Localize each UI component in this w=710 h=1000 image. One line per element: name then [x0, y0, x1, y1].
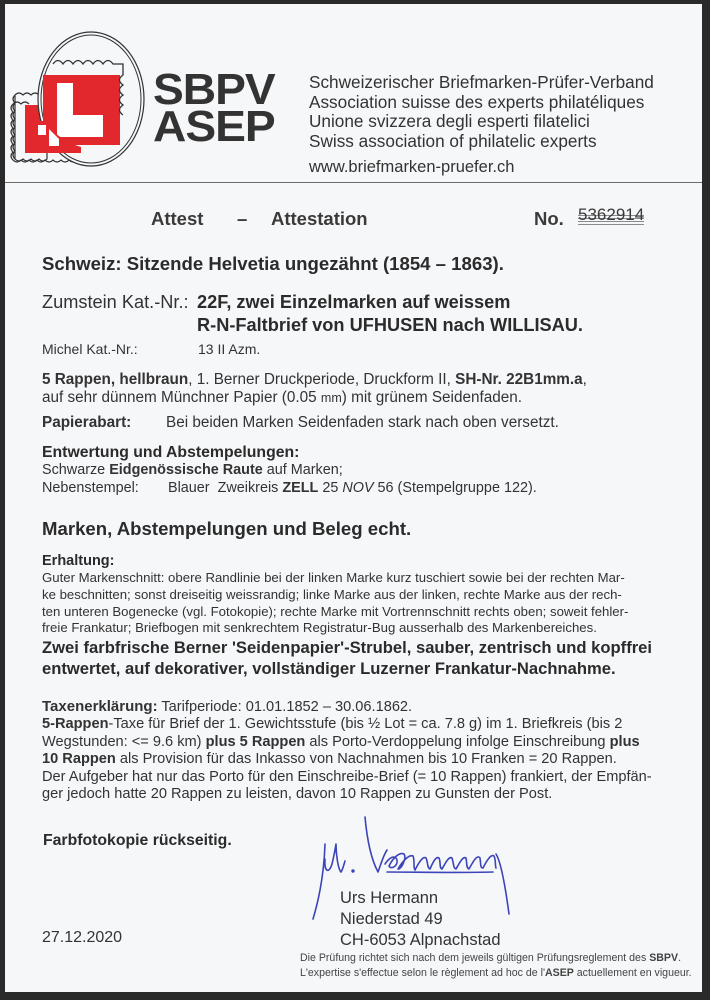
- description-line1: [42, 370, 587, 389]
- title-separator: –: [237, 208, 248, 229]
- summary-line1: Zwei farbfrische Berner 'Seidenpapier'-Strubel, sauber, zentrisch und kopffrei: [42, 638, 653, 657]
- cancel-type: Eidgenössische Raute: [109, 462, 263, 478]
- zumstein-label: Zumstein Kat.-Nr.:: [42, 292, 189, 312]
- footer-fr: [300, 966, 692, 981]
- papierabart-label-text: Papierabart:: [42, 414, 132, 431]
- summary: [42, 638, 652, 679]
- taxe-heading: Taxenerklärung:: [42, 698, 158, 715]
- nebenstempel-type: Blauer Zweikreis: [168, 480, 283, 496]
- expert-name: Urs Hermann: [340, 889, 439, 907]
- footer-fr-text: L'expertise s'effectue selon le règlement ad hoc de l': [300, 967, 545, 979]
- footer-de-end: .: [678, 952, 682, 964]
- certificate-page: [5, 4, 702, 992]
- description-text2: ,: [582, 371, 587, 388]
- nebenstempel-day: 25: [318, 480, 343, 496]
- org-name-en: Swiss association of philatelic experts: [309, 130, 597, 151]
- expert-city: CH-6053 Alpnachstad: [340, 931, 501, 949]
- summary-line2: entwertet, auf dekorativer, vollständiger Luzerner Frankatur-Nachnahme.: [42, 658, 616, 678]
- footer-note: [300, 951, 692, 981]
- expert-street: Niederstad 49: [340, 910, 443, 928]
- sh-number: SH-Nr. 22B1mm.a: [455, 371, 583, 388]
- description-paper: auf sehr dünnem Münchner Papier (0.05: [42, 389, 321, 406]
- taxe-line2-text: -Taxe für Brief der 1. Gewichtsstufe (bis ½ Lot = ca. 7.8 g) im 1. Briefkreis (bis 2: [108, 716, 623, 733]
- michel-value: 13 II Azm.: [198, 341, 261, 357]
- taxe-line5: Der Aufgeber hat nur das Porto für den Einschreibe-Brief (= 10 Rappen) frankiert, der Empfän-: [42, 768, 652, 785]
- description-thread: ) mit grünem Seidenfaden.: [341, 389, 523, 406]
- certificate-number-label: No.: [534, 208, 564, 229]
- erhaltung-line: ten unteren Bogenecke (vgl. Fotokopie); rechte Marke mit Vortrennschnitt rechts oben; soweit fehler-: [42, 603, 629, 619]
- nebenstempel-label: Nebenstempel:: [42, 480, 139, 496]
- taxe-line1: [42, 698, 652, 716]
- taxe-line4: [42, 751, 652, 768]
- entwertung-line1: [42, 462, 343, 478]
- taxe-plus: plus: [609, 733, 640, 750]
- title-attestation: Attestation: [271, 208, 368, 229]
- erhaltung-text: [42, 570, 628, 637]
- taxe-line6: ger jedoch hatte 20 Rappen zu leisten, davon 10 Rappen zu Gunsten der Post.: [42, 786, 553, 803]
- taxe-line3-text: Wegstunden: <= 9.6 km): [42, 733, 206, 750]
- footer-fr-asep: ASEP: [544, 967, 574, 979]
- footer-fr-end: actuellement en vigueur.: [573, 967, 692, 979]
- taxe-plus-5: plus 5 Rappen: [205, 733, 306, 750]
- photocopy-note: Farbfotokopie rückseitig.: [43, 832, 232, 849]
- erhaltung-line: Guter Markenschnitt: obere Randlinie bei der linken Marke kurz tuschiert sowie bei der rechten Mar-: [42, 570, 625, 585]
- papierabart-value: Bei beiden Marken Seidenfaden stark nach oben versetzt.: [166, 414, 559, 431]
- taxe-line3: [42, 734, 652, 751]
- description-line2: [42, 388, 522, 408]
- org-name-fr: Association suisse des experts philatéliques: [309, 91, 645, 112]
- header-divider: [5, 182, 702, 183]
- website-link[interactable]: www.briefmarken-pruefer.ch: [309, 158, 515, 176]
- erhaltung-heading: Erhaltung:: [42, 553, 115, 569]
- nebenstempel-value: [168, 480, 537, 496]
- org-name-it: Unione svizzera degli esperti filatelici: [309, 111, 590, 131]
- taxe-section: [42, 698, 652, 803]
- erhaltung-line: ke beschnitten; sonst dreiseitig weissrandig; linke Marke aus der linken, rechte Marke aus der rech-: [42, 586, 622, 602]
- organization-names: [309, 73, 654, 151]
- entwertung-on-stamps: auf Marken;: [262, 462, 343, 478]
- zumstein-value: [197, 291, 583, 337]
- taxe-line4-text: als Provision für das Inkasso von Nachnahmen bis 10 Franken = 20 Rappen.: [115, 751, 617, 768]
- org-name-de: Schweizerischer Briefmarken-Prüfer-Verband: [309, 72, 654, 92]
- taxe-10-rappen: 10 Rappen: [42, 751, 116, 768]
- nebenstempel-month: NOV: [342, 480, 374, 496]
- logo-brand-text: [153, 65, 275, 151]
- taxe-line2: [42, 716, 652, 733]
- papierabart-label: [42, 413, 131, 432]
- subject-heading: Schweiz: Sitzende Helvetia ungezähnt (1854 – 1863).: [42, 253, 504, 274]
- brand-sbpv: SBPV: [153, 65, 275, 114]
- description-unit: mm: [320, 391, 342, 405]
- footer-de-text: Die Prüfung richtet sich nach dem jeweils gültigen Prüfungsreglement des: [300, 952, 650, 964]
- entwertung-color: Schwarze: [42, 462, 110, 478]
- certificate-number: 5362914: [578, 205, 644, 228]
- entwertung-heading: Entwertung und Abstempelungen:: [42, 444, 300, 461]
- footer-de-sbpv: SBPV: [649, 952, 679, 964]
- nebenstempel-rest: 56 (Stempelgruppe 122).: [373, 480, 537, 496]
- erhaltung-line: freie Frankatur; Briefbogen mit senkrechtem Registratur-Bug ausserhalb des Markenbereiches.: [42, 620, 597, 636]
- michel-label: Michel Kat.-Nr.:: [42, 341, 138, 357]
- sbpv-logo-icon: [5, 29, 150, 169]
- zumstein-value-line1: 22F, zwei Einzelmarken auf weissem: [197, 292, 511, 312]
- expert-address: [340, 888, 501, 951]
- footer-de: [300, 951, 692, 966]
- zumstein-value-line2: R-N-Faltbrief von UFHUSEN nach WILLISAU.: [197, 315, 583, 335]
- taxe-period: Tarifperiode: 01.01.1852 – 30.06.1862.: [157, 699, 413, 715]
- nebenstempel-place: ZELL: [282, 480, 319, 496]
- description-text1: , 1. Berner Druckperiode, Druckform II,: [188, 371, 456, 388]
- denomination: 5 Rappen, hellbraun: [42, 371, 189, 388]
- title-attest: Attest: [151, 208, 204, 229]
- taxe-line3-text2: als Porto-Verdoppelung infolge Einschreibung: [305, 733, 610, 750]
- certificate-date: 27.12.2020: [42, 929, 123, 946]
- brand-asep: ASEP: [153, 102, 275, 151]
- taxe-5-rappen: 5-Rappen: [42, 716, 109, 733]
- verdict: Marken, Abstempelungen und Beleg echt.: [42, 518, 412, 539]
